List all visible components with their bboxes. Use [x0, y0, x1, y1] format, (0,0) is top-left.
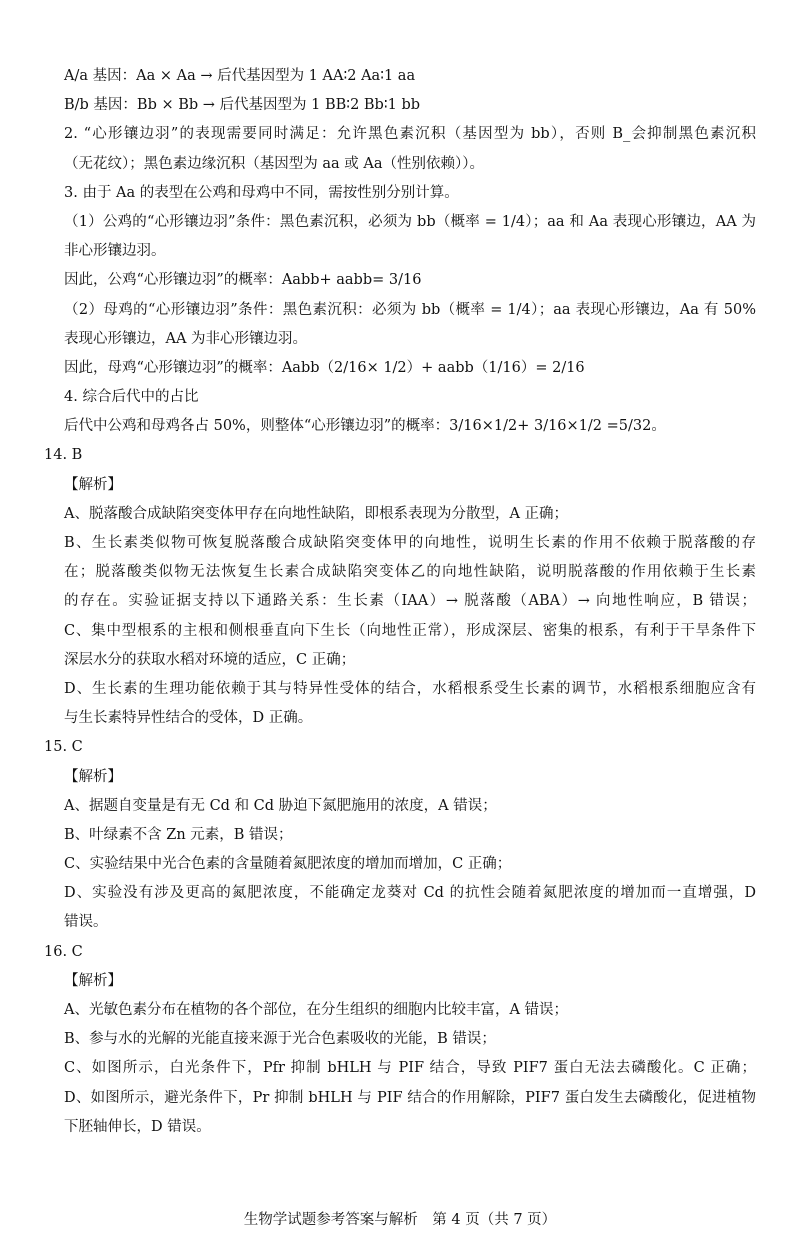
text-line: 2. “心形镶边羽”的表现需要同时满足：允许黑色素沉积（基因型为 bb），否则 B_会抑制黑色素沉积: [64, 126, 756, 143]
text-line: 3. 由于 Aa 的表型在公鸡和母鸡中不同，需按性别分别计算。: [64, 184, 459, 201]
text-line: A/a 基因：Aa × Aa → 后代基因型为 1 AA∶2 Aa∶1 aa: [64, 68, 416, 84]
text-line: B、生长素类似物可恢复脱落酸合成缺陷突变体甲的向地性，说明生长素的作用不依赖于脱落酸的存: [64, 535, 756, 551]
text-line: （2）母鸡的“心形镶边羽”条件：黑色素沉积：必须为 bb（概率 = 1/4）；aa 表现心形镶边，Aa 有 50%: [64, 301, 756, 318]
text-line: A、脱落酸合成缺陷突变体甲存在向地性缺陷，即根系表现为分散型，A 正确；: [64, 505, 569, 522]
text-line: 14. B: [44, 447, 83, 464]
text-line: 15. C: [44, 739, 83, 756]
text-line: 下胚轴伸长，D 错误。: [64, 1118, 211, 1135]
text-line: B、参与水的光解的光能直接来源于光合色素吸收的光能，B 错误；: [64, 1031, 496, 1048]
text-line: 【解析】: [64, 476, 122, 493]
text-line: 错误。: [64, 914, 108, 931]
text-line: C、如图所示，白光条件下，Pfr 抑制 bHLH 与 PIF 结合，导致 PIF7 蛋白无法去磷酸化。C 正确；: [64, 1060, 756, 1077]
answer-text-body: [44, 62, 756, 1142]
text-line: 4. 综合后代中的占比: [64, 389, 199, 406]
text-line: 16. C: [44, 943, 83, 960]
text-line: B/b 基因：Bb × Bb → 后代基因型为 1 BB∶2 Bb∶1 bb: [64, 97, 421, 114]
text-line: 因此，公鸡“心形镶边羽”的概率：Aabb+ aabb= 3/16: [64, 272, 422, 289]
text-line: 在；脱落酸类似物无法恢复生长素合成缺陷突变体乙的向地性缺陷，说明脱落酸的作用依赖于生长素: [64, 564, 756, 581]
text-line: D、如图所示，避光条件下，Pr 抑制 bHLH 与 PIF 结合的作用解除，PIF7 蛋白发生去磷酸化，促进植物: [64, 1089, 756, 1106]
text-line: C、集中型根系的主根和侧根垂直向下生长（向地性正常），形成深层、密集的根系，有利于干旱条件下: [64, 622, 756, 639]
page-footer: 生物学试题参考答案与解析 第 4 页（共 7 页）: [243, 1212, 557, 1228]
text-line: 后代中公鸡和母鸡各占 50%，则整体“心形镶边羽”的概率：3/16×1/2+ 3/16×1/2 =5/32。: [64, 418, 666, 435]
text-line: 【解析】: [64, 972, 122, 989]
text-line: （1）公鸡的“心形镶边羽”条件：黑色素沉积，必须为 bb（概率 = 1/4）；aa 和 Aa 表现心形镶边，AA 为: [64, 213, 756, 230]
text-line: 表现心形镶边，AA 为非心形镶边羽。: [64, 330, 308, 347]
text-line: 的存在。实验证据支持以下通路关系：生长素（IAA）→ 脱落酸（ABA）→ 向地性响应，B 错误；: [64, 593, 756, 610]
text-line: D、实验没有涉及更高的氮肥浓度，不能确定龙葵对 Cd 的抗性会随着氮肥浓度的增加而一直增强，D: [64, 885, 756, 902]
text-line: 非心形镶边羽。: [64, 243, 166, 260]
text-line: C、实验结果中光合色素的含量随着氮肥浓度的增加而增加，C 正确；: [64, 856, 512, 873]
text-line: B、叶绿素不含 Zn 元素，B 错误；: [64, 826, 293, 843]
text-line: A、据题自变量是有无 Cd 和 Cd 胁迫下氮肥施用的浓度，A 错误；: [64, 797, 497, 814]
text-line: D、生长素的生理功能依赖于其与特异性受体的结合，水稻根系受生长素的调节，水稻根系细胞应含有: [64, 680, 756, 697]
text-line: （无花纹）；黑色素边缘沉积（基因型为 aa 或 Aa（性别依赖））。: [64, 155, 484, 172]
text-line: 【解析】: [64, 768, 122, 785]
text-line: 因此，母鸡“心形镶边羽”的概率：Aabb（2/16× 1/2）+ aabb（1/16）= 2/16: [64, 359, 585, 376]
text-line: 深层水分的获取水稻对环境的适应，C 正确；: [64, 651, 356, 668]
text-line: 与生长素特异性结合的受体，D 正确。: [64, 710, 313, 727]
text-line: A、光敏色素分布在植物的各个部位，在分生组织的细胞内比较丰富，A 错误；: [64, 1002, 569, 1018]
